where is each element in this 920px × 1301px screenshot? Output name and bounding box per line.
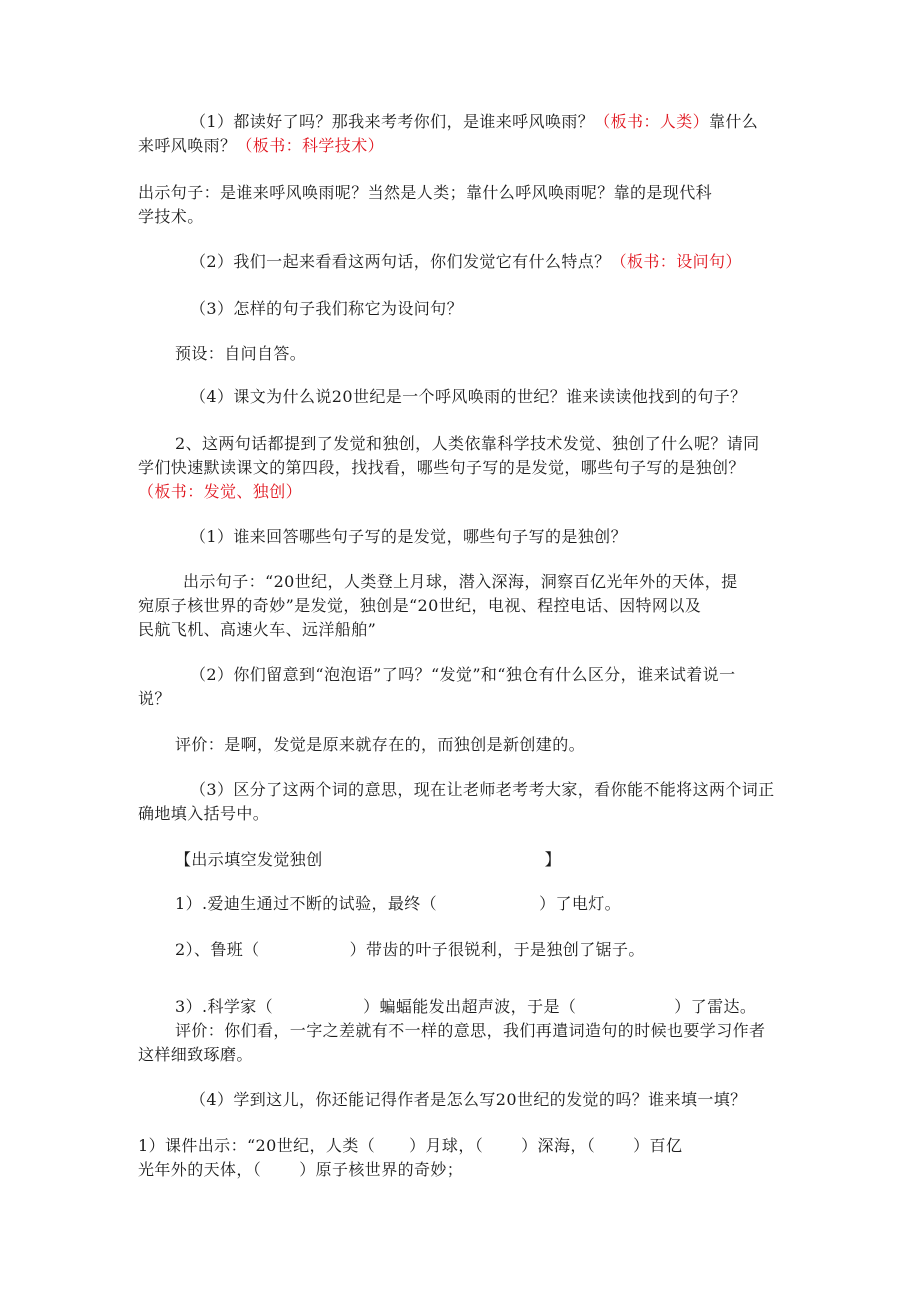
board-note-discover-invent: （板书：发觉、独创） — [138, 482, 303, 501]
paragraph-show-quote-line-3: 民航飞机、高速火车、远洋船舶” — [138, 620, 377, 639]
courseware-line-1: 1）课件出示：“20世纪，人类（ ）月球，（ ）深海，（ ）百亿 — [138, 1136, 683, 1155]
board-note-science-technology: （板书：科学技术） — [236, 136, 385, 155]
paragraph-sub-question-1: （1）谁来回答哪些句子写的是发觉，哪些句子写的是独创？ — [190, 527, 627, 546]
paragraph-section-2-line-2: 学们快速默读课文的第四段，找找看，哪些句子写的是发觉，哪些句子写的是独创？ — [138, 458, 745, 477]
paragraph-question-4: （4）课文为什么说20世纪是一个呼风唤雨的世纪？谁来读读他找到的句子？ — [190, 387, 747, 406]
paragraph-show-sentence-line-2: 学技术。 — [138, 207, 204, 226]
courseware-line-2: 光年外的天体，（ ）原子核世界的奇妙； — [138, 1160, 464, 1179]
paragraph-show-quote-line-1: 出示句子：“20世纪，人类登上月球，潜入深海，洞察百亿光年外的天体，提 — [183, 572, 738, 591]
paragraph-sub-question-3-line-1: （3）区分了这两个词的意思，现在让老师老考考大家，看你能不能将这两个词正 — [190, 780, 775, 799]
paragraph-evaluation-1: 评价：是啊，发觉是原来就存在的，而独创是新创建的。 — [175, 735, 586, 754]
paragraph-question-1-line-1: （1）都读好了吗？那我来考考你们，是谁来呼风唤雨？（板书：人类）靠什么 — [190, 112, 759, 131]
fill-blank-item-3: 3）.科学家（ ）蝙蝠能发出超声波，于是（ ）了雷达。 — [175, 997, 757, 1016]
paragraph-sub-question-2-line-2: 说？ — [138, 689, 171, 708]
paragraph-question-2: （2）我们一起来看看这两句话，你们发觉它有什么特点？（板书：设问句） — [190, 252, 742, 271]
paragraph-evaluation-2-line-2: 这样细致琢磨。 — [138, 1045, 253, 1064]
paragraph-sub-question-2-line-1: （2）你们留意到“泡泡语”了吗？“发觉”和“独仓有什么区分，谁来试着说一 — [190, 665, 736, 684]
paragraph-show-sentence-line-1: 出示句子：是谁来呼风唤雨呢？当然是人类；靠什么呼风唤雨呢？靠的是现代科 — [138, 183, 713, 202]
board-note-humans: （板书：人类） — [594, 112, 709, 131]
paragraph-question-4b: （4）学到这儿，你还能记得作者是怎么写20世纪的发觉的吗？谁来填一填？ — [190, 1090, 747, 1109]
paragraph-question-3: （3）怎样的句子我们称它为设问句？ — [190, 299, 463, 318]
paragraph-section-2-line-1: 2、这两句话都提到了发觉和独创，人类依靠科学技术发觉、独创了什么呢？请同 — [175, 434, 760, 453]
paragraph-sub-question-3-line-2: 确地填入括号中。 — [138, 804, 270, 823]
fill-blank-item-1: 1）.爱迪生通过不断的试验，最终（ ）了电灯。 — [175, 894, 622, 913]
paragraph-evaluation-2-line-1: 评价：你们看，一字之差就有不一样的意思，我们再遣词造句的时候也要学习作者 — [175, 1021, 766, 1040]
paragraph-preset-answer: 预设：自问自答。 — [175, 344, 307, 363]
paragraph-show-quote-line-2: 宛原子核世界的奇妙”是发觉，独创是“20世纪，电视、程控电话、因特网以及 — [138, 596, 702, 615]
fill-blank-item-2: 2）、鲁班（ ）带齿的叶子很锐利，于是独创了锯子。 — [175, 940, 645, 959]
board-note-rhetorical-question: （板书：设问句） — [610, 252, 742, 271]
paragraph-question-1-line-2: 来呼风唤雨？（板书：科学技术） — [138, 136, 385, 155]
fill-blank-heading: 【出示填空发觉独创 】 — [175, 850, 562, 869]
